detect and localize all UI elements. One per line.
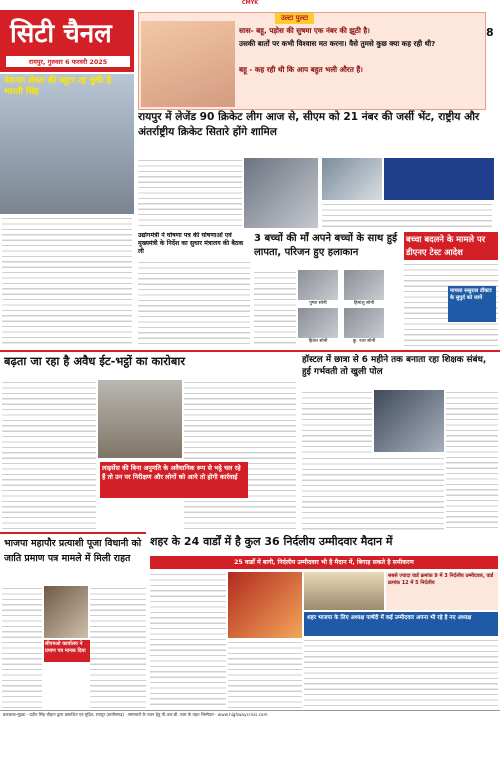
masthead-block	[0, 10, 134, 72]
bjp-body-left	[2, 586, 42, 708]
hostel-headline: हॉस्टल में छात्रा से 6 महीने तक बनाता रहा शिक्षक संबंध, हुई गर्भवती तो खुली पोल	[302, 355, 487, 377]
hostel-body-bottom	[302, 456, 444, 530]
wards-body	[150, 572, 226, 708]
children-photos	[298, 270, 398, 346]
wards-photo-building	[304, 572, 384, 610]
wards-bullet-2: शहर भाजपा के लिए अध्यक्ष पार्षदी में कई उम्मीदवार अपना भी रहे है नए अध्यक्ष	[307, 615, 472, 621]
bharti-photo	[0, 74, 134, 214]
wards-body-mid	[228, 640, 302, 708]
bharti-headline: नेशनल लेवल की ब्यूटर रह चुकी हैं भारती सिंह	[4, 76, 112, 97]
cmyk-mark: CMYK	[241, 0, 259, 6]
wards-bullet-2-box	[304, 612, 498, 636]
lead-photo-cricketers	[322, 158, 382, 200]
quip-line-2: उसकी बातों पर कभी विश्वास मत करना। वैसे तुमसे कुछ क्या कह रही थी?	[239, 39, 436, 48]
wards-headline: शहर के 24 वार्डों में है कुल 36 निर्दलीय उम्मीदवार मैदान में	[150, 535, 393, 548]
children-photo-1	[298, 270, 338, 300]
children-label-4: कु. रजा सोनी	[352, 339, 376, 344]
children-headline: 3 बच्चों की माँ अपने बच्चों के साथ हुई लापता, परिजन हुए हलाकान	[254, 233, 397, 258]
udyog-headline: उद्योगमंत्री ने घोषणा पत्र की घोषणाओं एवं मुख्यमंत्री के निर्देश का सुधार मंत्रालय की बैठक ली	[138, 232, 244, 255]
divider-2	[0, 532, 146, 534]
lead-photo-cm	[244, 158, 318, 228]
brick-body-mid	[184, 380, 296, 530]
ulta-pulta-box	[138, 12, 486, 110]
children-label-2: हिमांशु सोनी	[353, 301, 375, 306]
lead-promo-tag	[384, 158, 494, 200]
bjp-photo	[44, 586, 88, 638]
hostel-body-right	[446, 390, 498, 530]
footer-imprint: प्रकाशक-मुद्रक - प्रदीप सिंह चौहान द्वारा प्रकाशित एवं मुद्रित, रायपुर (छत्तीसगढ़) · समाचारों के चयन हेतु पी.आर.बी. एक्ट के तहत जिम्मेदार · www.highwaycrisis.com	[0, 710, 500, 722]
lead-body	[138, 158, 242, 228]
brick-body-left	[2, 380, 96, 530]
wards-body-right	[304, 638, 498, 708]
exchange-headline: बच्चा बदलने के मामले पर डीएनए टेस्ट आदेश	[404, 232, 498, 260]
lead-headline: रायपुर में लेजेंड 90 क्रिकेट लीग आज से, सीएम को 21 नंबर की जर्सी भेंट, राष्ट्रीय और अंतर्राष्ट्रीय क्रिकेट सितारे होंगे शामिल	[138, 111, 480, 138]
children-photo-2	[344, 270, 384, 300]
bjp-callout: सीएमओ कार्यालय ने प्रमाण पत्र मानक दिया	[44, 640, 90, 662]
quip-line-1: सास- बहू, पड़ोस की सुषमा एक नंबर की झूठी है।	[239, 26, 370, 35]
brick-photo	[98, 380, 182, 458]
udyog-body	[138, 260, 250, 344]
bjp-headline: भाजपा महापौर प्रत्याशी पूजा विधानी को जाति प्रमाण पत्र मामले में मिली राहत	[4, 538, 142, 564]
dateline: रायपुर, गुरुवार 6 फरवरी 2025	[6, 56, 130, 67]
wards-bullets	[386, 572, 498, 610]
children-photo-4	[344, 308, 384, 338]
page-number: 8	[486, 26, 494, 39]
quip-line-3: बहू - कह रही थी कि आप बहुत भली औरत हैं।	[239, 65, 363, 74]
wards-photo-chair	[228, 572, 302, 638]
brick-callout: लाइसेंस की बिना अनुमति के अवैधानिक रूप से भट्ठे चल रहे हैं तो उन पर निरीक्षण और लोगों को आये तो होगी कार्रवाई	[100, 462, 248, 498]
wards-banner: 25 वार्डों में बागी, निर्दलीय उम्मीदवार भी है मैदान में, बिगाड़ सकते है समीकरण	[150, 556, 498, 569]
paper-name: सिटी चैनल	[10, 19, 112, 49]
exchange-callout: मामला ससुराल डॉक्टर के सुपुर्द को जायें	[448, 286, 496, 322]
bjp-body-right	[90, 586, 146, 708]
cartoon-illustration	[141, 21, 235, 107]
lead-body-right	[322, 202, 492, 228]
children-body	[254, 270, 296, 346]
brick-headline: बढ़ता जा रहा है अवैध ईट-भट्ठों का कारोबार	[4, 354, 185, 368]
hostel-photo	[374, 390, 444, 452]
hostel-body-left	[302, 390, 372, 454]
children-photo-3	[298, 308, 338, 338]
column-tag: उल्टा पुल्टा	[275, 13, 314, 24]
children-label-1: पुष्पा सोनी	[309, 301, 327, 306]
wards-bullet-1: सबसे ज्यादा वार्ड क्रमांक 9 में 3 निर्दलीय उम्मीदवार, वार्ड क्रमांक 12 में 5 निर्दलीय	[388, 573, 494, 586]
bharti-body	[2, 216, 132, 344]
divider-1	[0, 350, 500, 352]
children-label-3: हितेश सोनी	[308, 339, 328, 344]
